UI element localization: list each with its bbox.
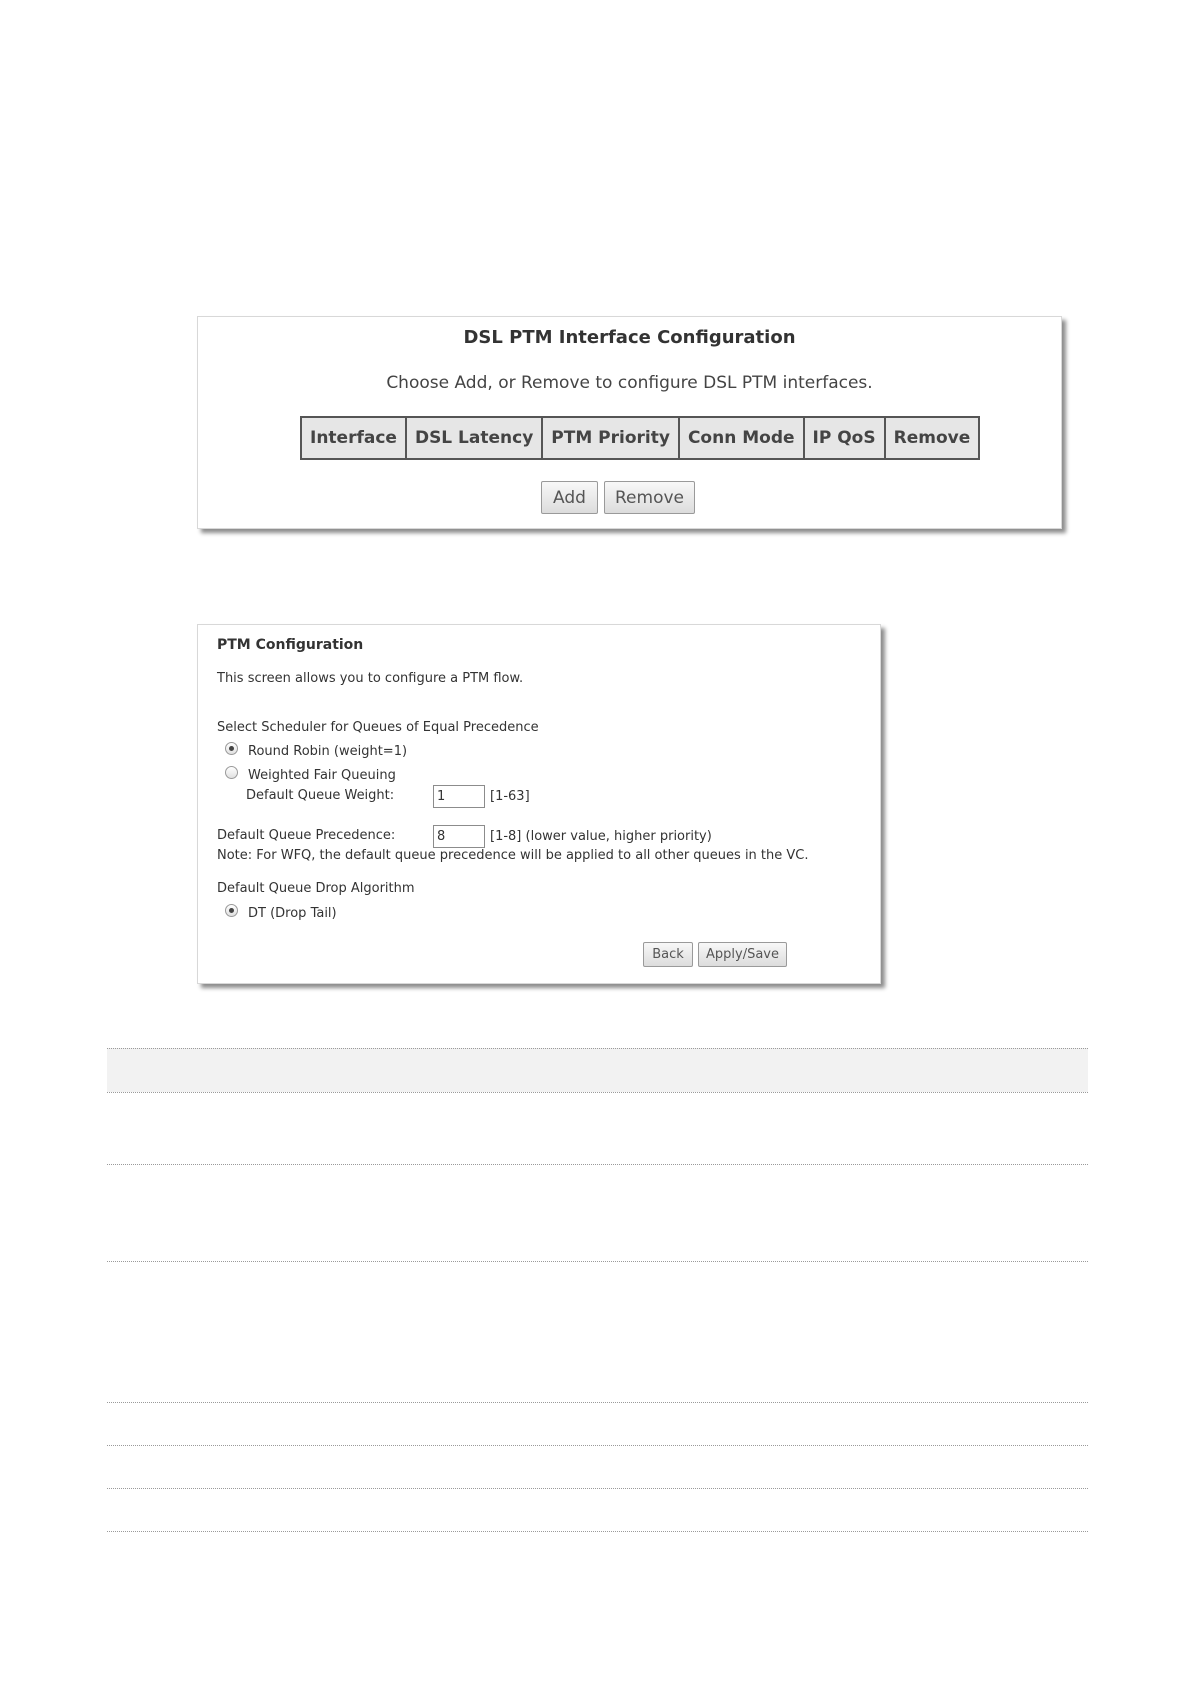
table-header-row [301,417,979,459]
column-dsl-latency: DSL Latency [406,417,542,459]
ptm-configuration-panel [197,624,881,984]
column-conn-mode: Conn Mode [679,417,804,459]
parameter-table-header [107,1048,1088,1092]
column-remove: Remove [885,417,980,459]
drop-tail-radio[interactable] [225,904,238,917]
table-row-divider [107,1092,1088,1093]
dsl-interface-table [300,416,980,460]
table-row-divider [107,1261,1088,1262]
table-row-divider [107,1164,1088,1165]
weighted-fair-queuing-label: Weighted Fair Queuing [248,768,396,783]
drop-tail-label: DT (Drop Tail) [248,906,337,921]
weighted-fair-queuing-radio[interactable] [225,766,238,779]
column-ptm-priority: PTM Priority [542,417,679,459]
scheduler-label: Select Scheduler for Queues of Equal Precedence [217,720,539,735]
remove-button[interactable]: Remove [604,481,695,514]
dsl-ptm-interface-panel [197,316,1062,529]
drop-algorithm-label: Default Queue Drop Algorithm [217,881,415,896]
default-queue-weight-range: [1-63] [490,789,530,804]
table-row-divider [107,1488,1088,1489]
default-queue-weight-input[interactable] [433,785,485,808]
apply-save-button[interactable]: Apply/Save [698,942,787,967]
dsl-panel-title: DSL PTM Interface Configuration [463,327,796,348]
ptm-panel-title: PTM Configuration [217,637,364,653]
default-queue-weight-label: Default Queue Weight: [246,788,395,803]
parameter-table [107,1048,1088,1533]
default-queue-precedence-input[interactable] [433,825,485,848]
column-interface: Interface [301,417,406,459]
default-queue-precedence-label: Default Queue Precedence: [217,828,396,843]
table-row-divider [107,1402,1088,1403]
default-queue-precedence-range: [1-8] (lower value, higher priority) [490,829,712,844]
round-robin-radio[interactable] [225,742,238,755]
add-button[interactable]: Add [541,481,598,514]
round-robin-label: Round Robin (weight=1) [248,744,408,759]
back-button[interactable]: Back [643,942,693,967]
table-row-divider [107,1445,1088,1446]
ptm-panel-description: This screen allows you to configure a PTM flow. [217,671,524,686]
dsl-panel-subtitle: Choose Add, or Remove to configure DSL PTM interfaces. [386,373,873,393]
table-row-divider [107,1531,1088,1532]
wfq-note: Note: For WFQ, the default queue precedence will be applied to all other queues in the VC. [217,848,809,863]
column-ip-qos: IP QoS [804,417,885,459]
